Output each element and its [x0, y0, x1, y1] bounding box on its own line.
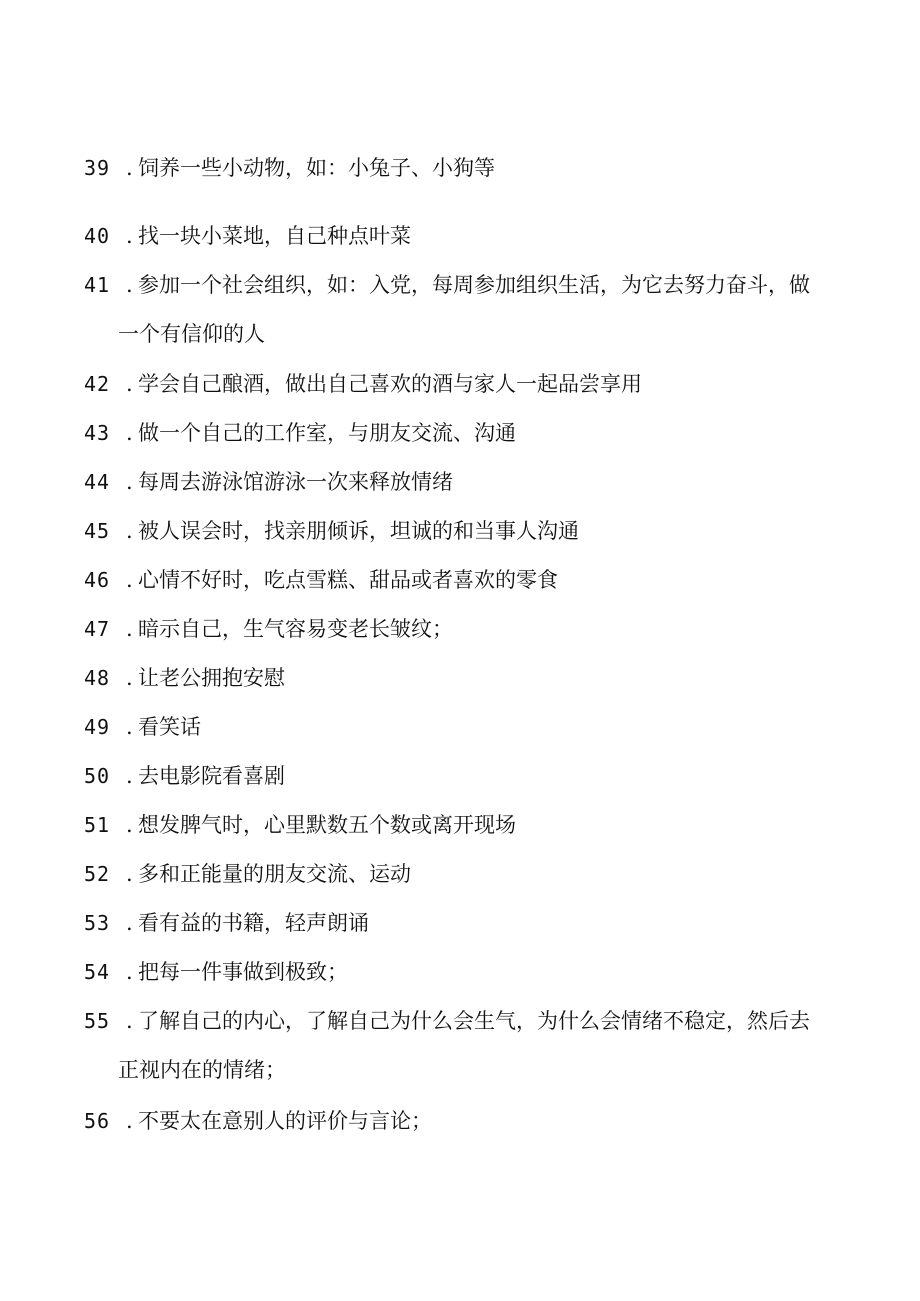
item-separator: . [126, 372, 133, 396]
item-text: 做一个自己的工作室，与朋友交流、沟通 [138, 421, 516, 445]
list-item-43 [84, 409, 844, 458]
item-separator: . [126, 273, 133, 297]
list-item-45 [84, 507, 844, 556]
item-text: 让老公拥抱安慰 [138, 666, 285, 690]
item-text: 多和正能量的朋友交流、运动 [138, 862, 411, 886]
item-separator: . [126, 715, 133, 739]
item-number: 46 [84, 568, 111, 592]
item-text: 找一块小菜地，自己种点叶菜 [138, 224, 411, 248]
item-text-continued: 正视内在的情绪； [118, 1058, 286, 1082]
item-number: 53 [84, 911, 111, 935]
item-number: 50 [84, 764, 111, 788]
list-item-49 [84, 703, 844, 752]
item-text: 每周去游泳馆游泳一次来释放情绪 [138, 470, 453, 494]
item-separator: . [126, 568, 133, 592]
item-text: 学会自己酿酒，做出自己喜欢的酒与家人一起品尝享用 [138, 372, 642, 396]
list-item-56 [84, 1097, 844, 1146]
item-separator: . [126, 421, 133, 445]
item-separator: . [126, 1109, 133, 1133]
list-item-42 [84, 360, 844, 409]
list-item-53 [84, 899, 844, 948]
item-text: 把每一件事做到极致； [138, 960, 348, 984]
item-separator: . [126, 470, 133, 494]
list-item-47 [84, 605, 844, 654]
item-number: 56 [84, 1109, 111, 1133]
item-text: 参加一个社会组织，如：入党，每周参加组织生活，为它去努力奋斗，做 [138, 273, 810, 297]
item-number: 43 [84, 421, 111, 445]
item-number: 39 [84, 156, 111, 180]
item-number: 44 [84, 470, 111, 494]
list-item-51 [84, 801, 844, 850]
item-number: 41 [84, 273, 111, 297]
list-item-50 [84, 752, 844, 801]
item-separator: . [126, 813, 133, 837]
list-item-40 [84, 212, 844, 261]
item-separator: . [126, 862, 133, 886]
list-item-52 [84, 850, 844, 899]
item-separator: . [126, 519, 133, 543]
item-number: 55 [84, 1009, 111, 1033]
list-item-46 [84, 556, 844, 605]
list-item-44 [84, 458, 844, 507]
item-text: 了解自己的内心，了解自己为什么会生气，为什么会情绪不稳定，然后去 [138, 1009, 810, 1033]
list-item-39 [84, 144, 844, 193]
item-text: 看有益的书籍，轻声朗诵 [138, 911, 369, 935]
item-text-continued: 一个有信仰的人 [118, 322, 265, 346]
item-separator: . [126, 156, 133, 180]
item-separator: . [126, 960, 133, 984]
item-text: 暗示自己，生气容易变老长皱纹； [138, 617, 453, 641]
item-text: 心情不好时，吃点雪糕、甜品或者喜欢的零食 [138, 568, 558, 592]
item-separator: . [126, 1009, 133, 1033]
item-number: 45 [84, 519, 111, 543]
list-item-48 [84, 654, 844, 703]
item-separator: . [126, 224, 133, 248]
item-number: 51 [84, 813, 111, 837]
item-text: 去电影院看喜剧 [138, 764, 285, 788]
item-text: 不要太在意别人的评价与言论； [138, 1109, 432, 1133]
item-number: 49 [84, 715, 111, 739]
item-text: 想发脾气时，心里默数五个数或离开现场 [138, 813, 516, 837]
item-text: 看笑话 [138, 715, 201, 739]
item-text: 饲养一些小动物，如：小兔子、小狗等 [138, 156, 495, 180]
list-item-55 [84, 997, 844, 1095]
item-number: 48 [84, 666, 111, 690]
item-number: 54 [84, 960, 111, 984]
item-text: 被人误会时，找亲朋倾诉，坦诚的和当事人沟通 [138, 519, 579, 543]
item-number: 42 [84, 372, 111, 396]
item-separator: . [126, 617, 133, 641]
item-number: 47 [84, 617, 111, 641]
item-separator: . [126, 911, 133, 935]
list-item-54 [84, 948, 844, 997]
list-item-41 [84, 261, 844, 359]
item-separator: . [126, 764, 133, 788]
item-number: 52 [84, 862, 111, 886]
item-separator: . [126, 666, 133, 690]
item-number: 40 [84, 224, 111, 248]
